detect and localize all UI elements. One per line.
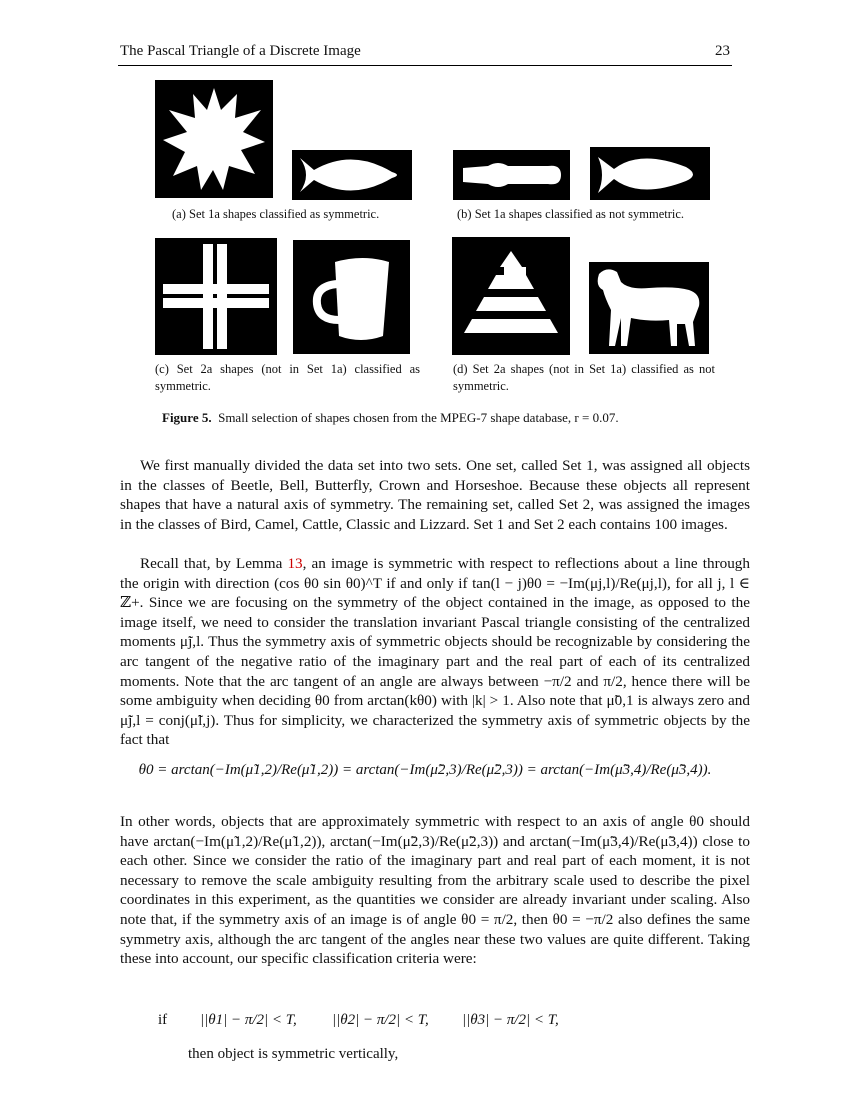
figure-caption-text: Small selection of shapes chosen from the MPEG-7 shape database, r = 0.07. [218, 410, 619, 425]
subcaption-c: (c) Set 2a shapes (not in Set 1a) classified as symmetric. [155, 362, 420, 393]
criteria-1: ||θ1| − π/2| < T, [200, 1012, 297, 1028]
subcaption-b: (b) Set 1a shapes classified as not symmetric. [457, 207, 685, 221]
subcaption-a: (a) Set 1a shapes classified as symmetric. [172, 207, 380, 221]
shape-cross [155, 238, 277, 355]
paragraph-2-start: Recall that, by Lemma [140, 555, 288, 572]
page-number: 23 [715, 43, 730, 59]
shape-leaf-star [155, 80, 273, 198]
header-rule [118, 65, 732, 66]
lemma-link[interactable]: 13 [287, 555, 303, 572]
paragraph-1-block [120, 456, 750, 534]
figure-caption-label: Figure 5. [162, 410, 212, 425]
paragraph-3: In other words, objects that are approximately symmetric with respect to an axis of angle θ0 should have arctan(−Im(μ̃1,2)/Re(μ̃1,2)), arctan(−Im(μ̃2,3)/Re(μ̃2,3)) and arctan(−Im(μ̃3,4)/Re(μ̃3,4)) close to each other. Since we consider the ratio of the imaginary part and real part of each moment, it is not necessary to remove the scale ambiguity resulting from the arbitrary scale used to describe the pixel coordinates in this experiment, as the quantities we consider are already invariant under scaling. Also note that, if the symmetry axis of an image is of angle θ0 = π/2, then θ0 = −π/2 also defines the same symmetry axis, although the arc tangent of the angles near these two values are quite different. Taking these into account, our specific classification criteria were: [120, 813, 750, 968]
paragraph-3-block [120, 812, 750, 969]
paragraph-1: We first manually divided the data set into two sets. One set, called Set 1, was assigned all objects in the classes of Beetle, Bell, Butterfly, Crown and Horseshoe. Because these objects all represent shapes that have a natural axis of symmetry. The remaining set, called Set 2, was assigned the images in the classes of Bird, Camel, Cattle, Classic and Lizzard. Set 1 and Set 2 each contains 100 images. [120, 457, 750, 533]
shape-triangle [452, 237, 570, 355]
shape-mug [293, 240, 410, 354]
paragraph-2-block [120, 554, 750, 750]
criteria-then: then object is symmetric vertically, [188, 1046, 399, 1062]
criteria-3: ||θ3| − π/2| < T, [462, 1012, 559, 1028]
shape-fish-b [590, 147, 710, 200]
criteria-2: ||θ2| − π/2| < T, [332, 1012, 429, 1028]
running-header-title: The Pascal Triangle of a Discrete Image [120, 43, 361, 59]
display-equation: θ0 = arctan(−Im(μ̃1,2)/Re(μ̃1,2)) = arctan(−Im(μ̃2,3)/Re(μ̃2,3)) = arctan(−Im(μ̃3,4)/Re(μ̃3,4)). [138, 762, 712, 778]
subcaption-d: (d) Set 2a shapes (not in Set 1a) classified as not symmetric. [453, 362, 715, 393]
paragraph-2-rest: , an image is symmetric with respect to reflections about a line through the origin with direction (cos θ0 sin θ0)^T if and only if tan(l − j)θ0 = −Im(μj,l)/Re(μj,l), for all j, l ∈ ℤ+. Since we are focusing on the symmetry of the object contained in the image, as opposed to the image itself, we need to consider the translation invariant Pascal triangle consisting of the centralized moments μ̃j,l. Thus the symmetry axis of symmetric objects should be recognizable by considering the arc tangent of the negative ratio of the imaginary part and the real part of each of its centralized moments. Note that the arc tangent of an angle are always between −π/2 and π/2, hence there will be some ambiguity when deciding θ0 from arctan(kθ0) with |k| > 1. Also note that μ̃0,1 is always zero and μ̃j,l = conj(μ̃l,j). Thus for simplicity, we characterized the symmetry axis of symmetric objects by the fact that [120, 555, 750, 749]
criteria-if: if [158, 1012, 168, 1028]
shape-dog [589, 262, 709, 354]
shape-bone [453, 150, 570, 200]
paragraph-2 [120, 554, 750, 750]
figure-caption [162, 410, 619, 426]
shape-fish-a [292, 150, 412, 200]
